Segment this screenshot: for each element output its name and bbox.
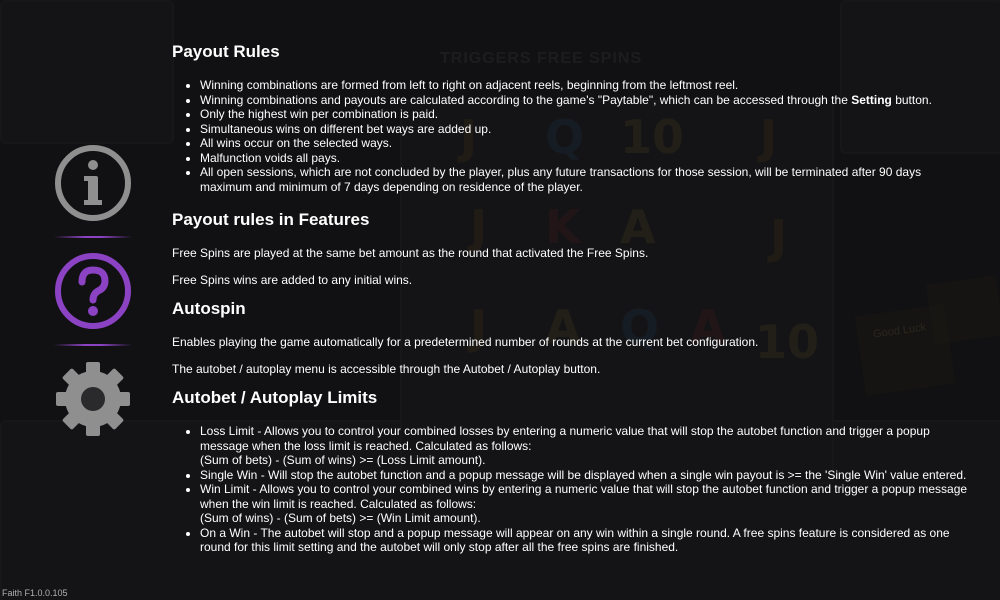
info-button[interactable] bbox=[52, 140, 134, 226]
list-item bbox=[200, 482, 972, 526]
list-item-text: On a Win - The autobet will stop and a popup message will appear on any win within a single round. A free spins feature is considered as one round for this limit setting and the autobet will only stop after all the free spins are finished. bbox=[200, 525, 950, 554]
list-item bbox=[200, 468, 972, 483]
list-item: • Simultaneous wins on different bet ways are added up. bbox=[200, 122, 972, 137]
list-item: • All open sessions, which are not concluded by the player, plus any future transactions for those session, will be terminated after 90 days maximum and minimum of 7 days depending on residence of the player. bbox=[200, 165, 972, 194]
settings-button[interactable] bbox=[52, 356, 134, 442]
autospin-section bbox=[172, 299, 972, 376]
section-heading: Payout Rules bbox=[172, 42, 280, 61]
list-item bbox=[200, 93, 972, 108]
formula: (Sum of wins) - (Sum of bets) >= (Win Limit amount). bbox=[200, 511, 481, 525]
list-item-text: Win Limit - Allows you to control your combined wins by entering a numeric value that will stop the autobet function and trigger a popup message when the win limit is reached. Calculated as follows: bbox=[200, 482, 968, 511]
list-item: • Malfunction voids all pays. bbox=[200, 151, 972, 166]
paragraph: Free Spins are played at the same bet amount as the round that activated the Free Spins. bbox=[172, 246, 649, 260]
help-button[interactable] bbox=[52, 248, 134, 334]
payout-rules-section bbox=[172, 42, 972, 194]
list-item-text: Winning combinations and payouts are calculated according to the game's "Paytable", which can be accessed through the bbox=[200, 92, 852, 107]
help-icon bbox=[53, 251, 133, 331]
section-heading: Payout rules in Features bbox=[172, 210, 370, 229]
limits-section bbox=[172, 388, 972, 555]
paragraph: Free Spins wins are added to any initial wins. bbox=[172, 272, 413, 287]
menu-divider bbox=[54, 344, 132, 346]
gear-icon bbox=[53, 359, 133, 439]
version-label: Faith F1.0.0.105 bbox=[2, 588, 68, 598]
paragraph: Enables playing the game automatically for a predetermined number of rounds at the current bet configuration. bbox=[172, 335, 759, 349]
formula: (Sum of bets) - (Sum of wins) >= (Loss Limit amount). bbox=[200, 453, 486, 467]
list-item bbox=[200, 424, 972, 468]
info-icon bbox=[53, 143, 133, 223]
payout-rules-list bbox=[172, 78, 972, 194]
list-item: • Winning combinations are formed from left to right on adjacent reels, beginning from the leftmost reel. bbox=[200, 78, 972, 93]
section-heading: Autobet / Autoplay Limits bbox=[172, 388, 378, 407]
help-content bbox=[172, 42, 972, 563]
limits-list bbox=[172, 424, 972, 555]
side-menu bbox=[52, 140, 134, 442]
list-item-text: button. bbox=[891, 92, 932, 107]
paragraph: The autobet / autoplay menu is accessible through the Autobet / Autoplay button. bbox=[172, 361, 601, 376]
list-item-text: Single Win - Will stop the autobet function and a popup message will be displayed when a single win payout is >= the 'Single Win' value entered. bbox=[200, 467, 967, 482]
section-heading: Autospin bbox=[172, 299, 246, 318]
list-item-text: Loss Limit - Allows you to control your combined losses by entering a numeric value that will stop the autobet function and trigger a popup message when the loss limit is reached. Calculated as follows: bbox=[200, 424, 930, 453]
list-item: • Only the highest win per combination is paid. bbox=[200, 107, 972, 122]
list-item: • All wins occur on the selected ways. bbox=[200, 136, 972, 151]
setting-label: Setting bbox=[851, 92, 892, 107]
menu-divider bbox=[54, 236, 132, 238]
features-section bbox=[172, 210, 972, 287]
list-item bbox=[200, 526, 972, 555]
